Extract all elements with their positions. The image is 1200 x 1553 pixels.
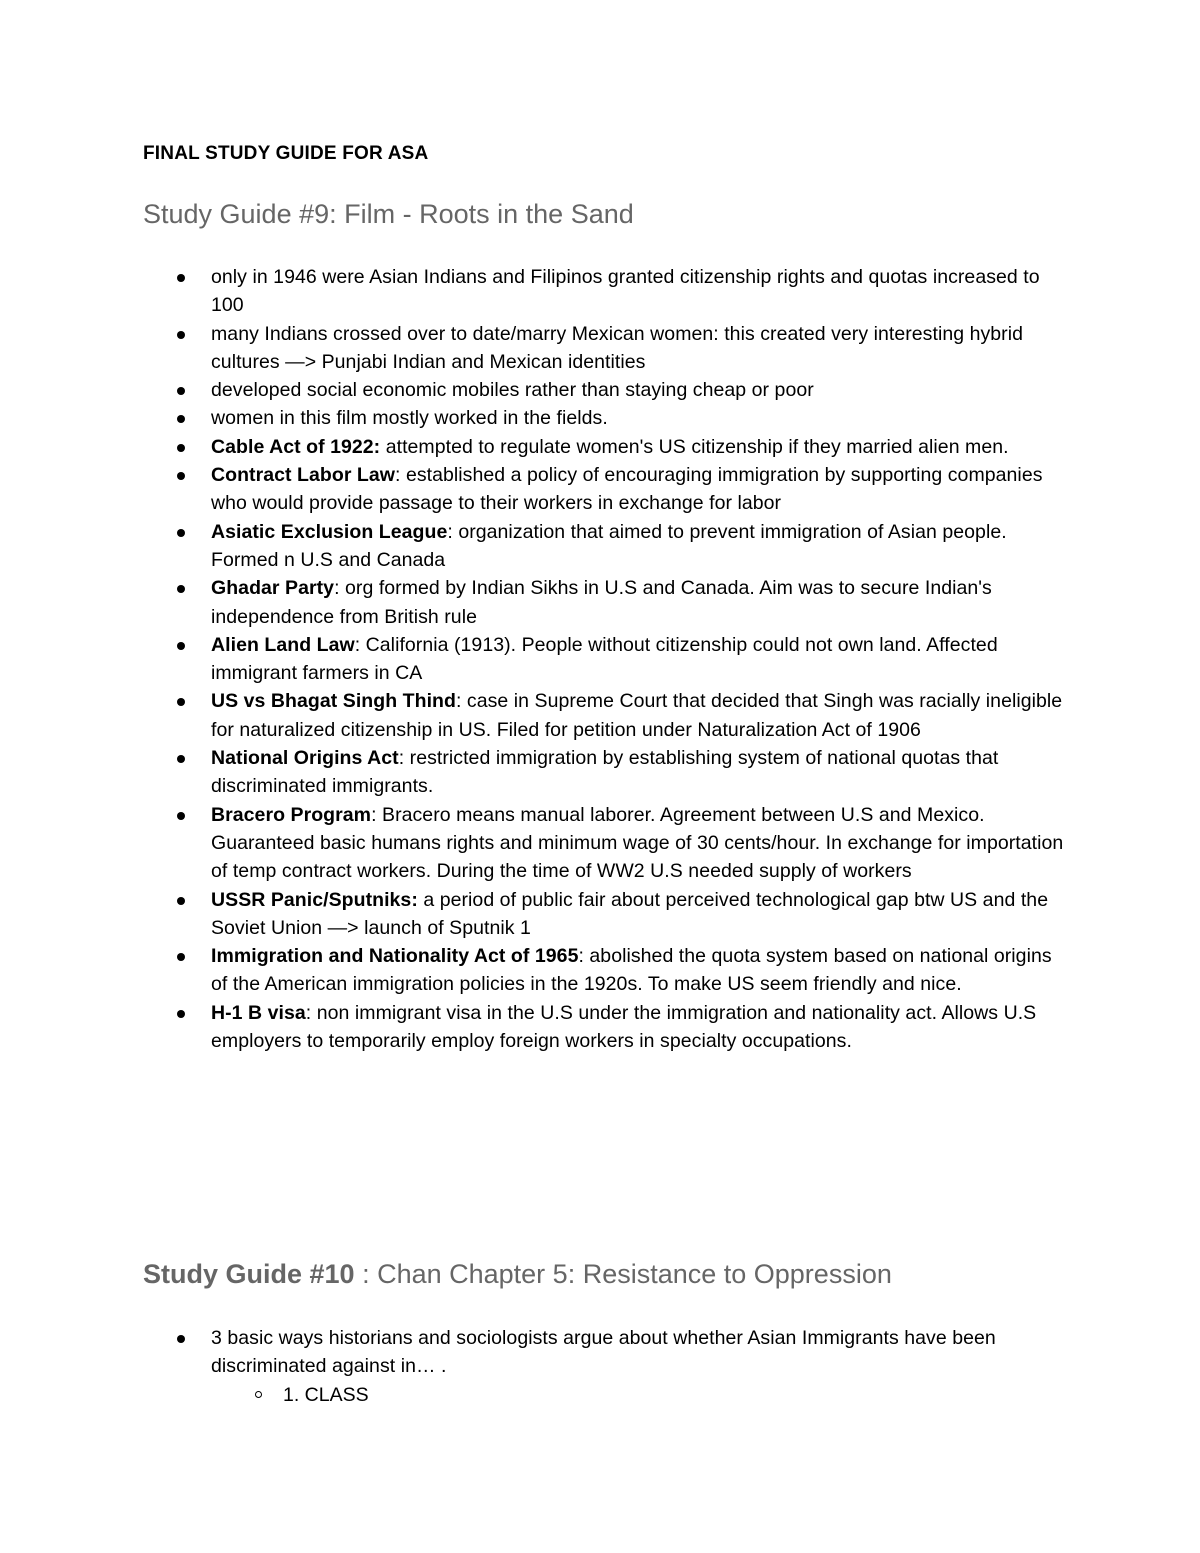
bullet-icon — [177, 642, 185, 650]
bullet-icon — [177, 953, 185, 961]
list-item-term: Asiatic Exclusion League — [211, 520, 448, 543]
list-item-term: Cable Act of 1922: — [211, 435, 381, 458]
bullet-icon — [177, 415, 185, 423]
list-item-separator: : — [395, 464, 406, 487]
bullet-icon — [177, 698, 185, 706]
list-item-text: attempted to regulate women's US citizenship if they married alien men. — [385, 435, 1009, 458]
list-item — [143, 376, 1068, 404]
list-item-separator: : — [398, 747, 410, 770]
list-item — [143, 433, 1068, 461]
list-item — [143, 687, 1068, 744]
list-item-text: abolished the quota system based on national origins of the American immigration policies in the 1920s. To make US seem friendly and nice. — [211, 945, 1052, 996]
list-item-text: Bracero means manual laborer. Agreement between U.S and Mexico. Guaranteed basic humans rights and minimum wage of 30 cents/hour. In exchange for importation of temp contract workers. During the time of WW2 U.S needed supply of workers — [211, 803, 1064, 883]
list-item-term: H-1 B visa — [211, 1001, 306, 1024]
list-item-term: Contract Labor Law — [211, 464, 395, 487]
list-item — [143, 574, 1068, 631]
list-item — [143, 999, 1068, 1056]
list-item — [143, 461, 1068, 518]
bullet-icon — [177, 755, 185, 763]
list-item-term: Ghadar Party — [211, 577, 335, 600]
bullet-icon — [177, 472, 185, 480]
section-10-heading — [143, 1259, 892, 1290]
list-item — [143, 320, 1068, 377]
list-item — [143, 1324, 1068, 1381]
bullet-icon — [177, 1010, 185, 1018]
list-item-text: developed social economic mobiles rather than staying cheap or poor — [211, 379, 814, 402]
list-item-separator: : — [578, 945, 590, 968]
list-item-text: many Indians crossed over to date/marry Mexican women: this created very interesting hybrid cultures —> Punjabi Indian and Mexican identities — [211, 322, 1023, 373]
list-item-text: California (1913). People without citizenship could not own land. Affected immigrant farmers in CA — [211, 633, 998, 685]
bullet-icon — [177, 1335, 185, 1343]
bullet-icon — [177, 331, 185, 339]
bullet-icon — [177, 585, 185, 593]
list-item — [143, 942, 1068, 999]
bullet-icon — [177, 387, 185, 395]
sub-list-item-text: 1. CLASS — [283, 1383, 369, 1406]
hollow-bullet-icon — [255, 1391, 262, 1398]
list-item-separator: : — [334, 577, 346, 600]
list-item-separator: : — [447, 520, 459, 543]
list-item — [143, 404, 1068, 432]
document-title: FINAL STUDY GUIDE FOR ASA — [143, 143, 429, 164]
section-9-list — [143, 263, 1068, 1055]
list-item-separator: : — [354, 633, 366, 656]
list-item — [143, 801, 1068, 886]
list-item-term: US vs Bhagat Singh Thind — [211, 690, 456, 713]
list-item-text: established a policy of encouraging immigration by supporting companies who would provide passage to their workers in exchange for labor — [211, 464, 1043, 515]
list-item-text: org formed by Indian Sikhs in U.S and Canada. Aim was to secure Indian's independence from British rule — [211, 577, 992, 628]
bullet-icon — [177, 897, 185, 905]
list-item-separator: : — [371, 803, 383, 826]
section-10-heading-rest: : Chan Chapter 5: Resistance to Oppression — [354, 1259, 892, 1289]
list-item-text: a period of public fair about perceived technological gap btw US and the Soviet Union —> launch of Sputnik 1 — [211, 888, 1049, 939]
list-item-text: non immigrant visa in the U.S under the immigration and nationality act. Allows U.S employers to temporarily employ foreign workers in specialty occupations. — [211, 1001, 1037, 1053]
list-item-text: only in 1946 were Asian Indians and Filipinos granted citizenship rights and quotas increased to 100 — [211, 266, 1040, 317]
bullet-icon — [177, 274, 185, 282]
list-item — [143, 631, 1068, 688]
list-item-term: Alien Land Law — [211, 633, 355, 656]
list-item-text: organization that aimed to prevent immigration of Asian people. Formed n U.S and Canada — [211, 520, 1007, 571]
list-item-term: Immigration and Nationality Act of 1965 — [211, 945, 579, 968]
list-item-term: Bracero Program — [211, 803, 372, 826]
section-10-list — [143, 1324, 1068, 1409]
sub-list-item — [143, 1381, 1068, 1409]
list-item-text: 3 basic ways historians and sociologists argue about whether Asian Immigrants have been discriminated against in… . — [211, 1327, 996, 1378]
list-item-term: USSR Panic/Sputniks: — [211, 888, 418, 911]
bullet-icon — [177, 444, 185, 452]
bullet-icon — [177, 529, 185, 537]
list-item-text: case in Supreme Court that decided that Singh was racially ineligible for naturalized citizenship in US. Filed for petition under Naturalization Act of 1906 — [211, 690, 1063, 741]
list-item-separator: : — [455, 690, 467, 713]
list-item — [143, 263, 1068, 320]
list-item — [143, 744, 1068, 801]
list-item-term: National Origins Act — [211, 747, 399, 770]
list-item — [143, 886, 1068, 943]
list-item-separator: : — [305, 1001, 317, 1024]
section-9-heading: Study Guide #9: Film - Roots in the Sand — [143, 199, 634, 229]
list-item-text: restricted immigration by establishing system of national quotas that discriminated immigrants. — [211, 747, 999, 798]
list-item-text: women in this film mostly worked in the fields. — [211, 407, 608, 430]
section-10-heading-strong: Study Guide #10 — [143, 1259, 355, 1289]
bullet-icon — [177, 812, 185, 820]
list-item — [143, 518, 1068, 575]
